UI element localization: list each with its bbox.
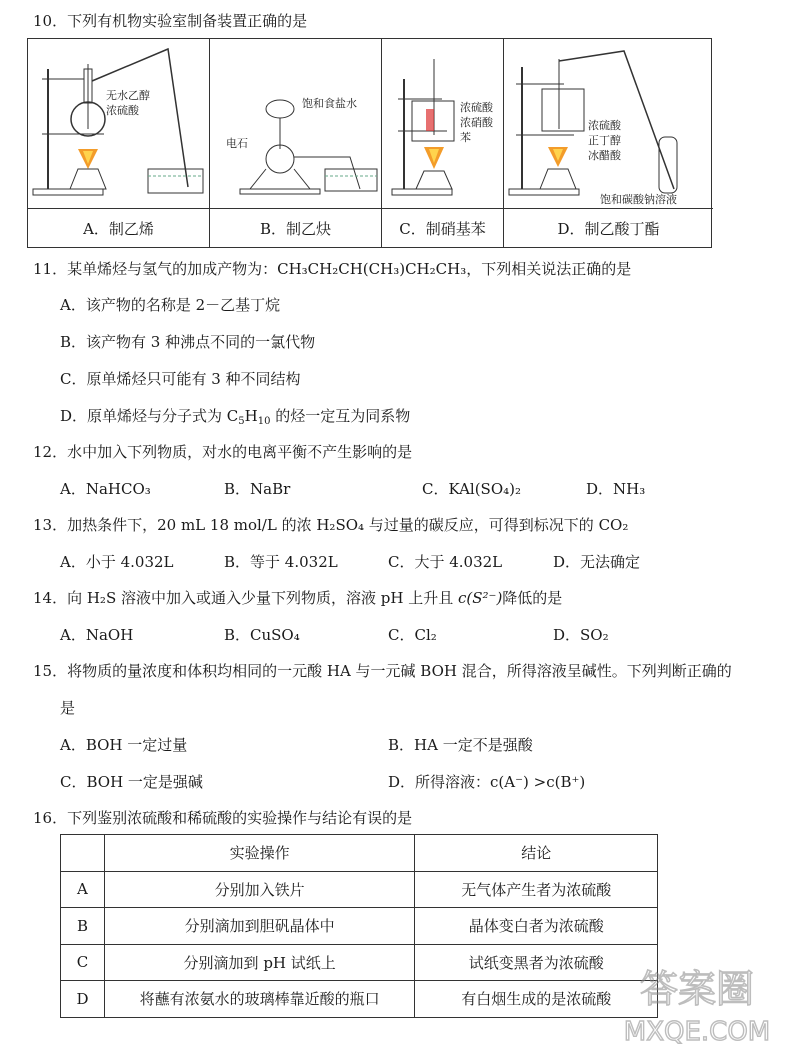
row-conclusion: 无气体产生者为浓硫酸: [415, 871, 658, 908]
row-letter: D: [61, 981, 105, 1018]
label-saturated-brine: 饱和食盐水: [302, 97, 357, 110]
q13-stem: 13．加热条件下，20 mL 18 mol/L 的浓 H₂SO₄ 与过量的碳反应，可得到标况下的 CO₂: [33, 516, 629, 534]
table-row: [61, 908, 658, 945]
panel-a: [28, 39, 210, 247]
header-cell: [61, 835, 105, 872]
row-letter: A: [61, 871, 105, 908]
row-operation: 分别加入铁片: [104, 871, 414, 908]
header-cell: 结论: [415, 835, 658, 872]
svg-text:MXQE.COM: MXQE.COM: [623, 1017, 771, 1047]
svg-text:答案圈: 答案圈: [639, 967, 755, 1011]
label-conc-nitric: 浓硝酸: [460, 116, 493, 129]
q15-option-a: A．BOH 一定过量: [60, 736, 188, 754]
q12-option-d: D．NH₃: [586, 480, 646, 498]
acetylene-apparatus-drawing: [210, 39, 382, 209]
row-conclusion: 试纸变黑者为浓硫酸: [415, 944, 658, 981]
q13-option-c: C．大于 4.032L: [388, 553, 503, 571]
row-operation: 将蘸有浓氨水的玻璃棒靠近酸的瓶口: [104, 981, 414, 1018]
table-header-row: [61, 835, 658, 872]
row-letter: C: [61, 944, 105, 981]
label-benzene: 苯: [460, 131, 471, 144]
label-conc-sulfuric-d: 浓硫酸: [588, 119, 621, 132]
q11-stem: 11．某单烯烃与氢气的加成产物为：CH₃CH₂CH(CH₃)CH₂CH₃，下列相关说法正确的是: [33, 260, 632, 278]
row-operation: 分别滴加到 pH 试纸上: [104, 944, 414, 981]
q11-option-c: C．原单烯烃只可能有 3 种不同结构: [60, 370, 301, 388]
label-calcium-carbide: 电石: [226, 137, 248, 150]
q15-option-c: C．BOH 一定是强碱: [60, 773, 203, 791]
q12-option-b: B．NaBr: [224, 480, 291, 498]
ethylene-apparatus-drawing: [28, 39, 210, 209]
q14-option-a: A．NaOH: [60, 626, 134, 644]
table-row: [61, 981, 658, 1018]
q11-option-d: D．原单烯烃与分子式为 $C_5H_{10}$ 的烃一定互为同系物: [60, 407, 411, 427]
row-conclusion: 晶体变白者为浓硫酸: [415, 908, 658, 945]
q12-option-a: A．NaHCO₃: [60, 480, 151, 498]
row-operation: 分别滴加到胆矾晶体中: [104, 908, 414, 945]
caption-d: D．制乙酸丁酯: [504, 208, 713, 247]
q12-option-c: C．KAl(SO₄)₂: [422, 480, 522, 498]
nitrobenzene-apparatus-drawing: [382, 39, 504, 209]
q13-option-b: B．等于 4.032L: [224, 553, 338, 571]
q14-stem: 14．向 H₂S 溶液中加入或通入少量下列物质，溶液 pH 上升且 c(S²⁻)降低的是: [33, 589, 563, 607]
label-sat-sodium-carbonate: 饱和碳酸钠溶液: [600, 193, 677, 206]
row-conclusion: 有白烟生成的是浓硫酸: [415, 981, 658, 1018]
panel-d: [504, 39, 713, 247]
q16-stem: 16．下列鉴别浓硫酸和稀硫酸的实验操作与结论有误的是: [33, 809, 413, 827]
panel-b: [210, 39, 382, 247]
q14-option-c: C．Cl₂: [388, 626, 437, 644]
caption-b: B．制乙炔: [210, 208, 381, 247]
header-cell: 实验操作: [104, 835, 414, 872]
table-row: [61, 871, 658, 908]
q15-option-b: B．HA 一定不是强酸: [388, 736, 533, 754]
q11-option-a: A．该产物的名称是 2－乙基丁烷: [60, 296, 281, 314]
butyl-acetate-apparatus-drawing: [504, 39, 713, 209]
q12-stem: 12．水中加入下列物质，对水的电离平衡不产生影响的是: [33, 443, 413, 461]
table-row: [61, 944, 658, 981]
q14-option-d: D．SO₂: [553, 626, 609, 644]
caption-a: A．制乙烯: [28, 208, 209, 247]
label-n-butanol: 正丁醇: [588, 134, 621, 147]
q14-option-b: B．CuSO₄: [224, 626, 300, 644]
q10-stem: 10．下列有机物实验室制备装置正确的是: [33, 12, 308, 30]
q15-option-d: D．所得溶液：c(A⁻) >c(B⁺): [388, 773, 586, 791]
watermark-logo: [605, 958, 790, 1048]
caption-c: C．制硝基苯: [382, 208, 503, 247]
apparatus-figure: [27, 38, 712, 248]
row-letter: B: [61, 908, 105, 945]
q13-option-d: D．无法确定: [553, 553, 641, 571]
q14-concentration: c(S²⁻): [457, 589, 503, 607]
q16-table: [60, 834, 658, 1018]
q11-formula: CH₃CH₂CH(CH₃)CH₂CH₃: [277, 260, 467, 278]
label-conc-sulfuric: 浓硫酸: [460, 101, 493, 114]
q11-option-b: B．该产物有 3 种沸点不同的一氯代物: [60, 333, 316, 351]
label-conc-sulfuric-acid: 浓硫酸: [106, 104, 139, 117]
label-glacial-acetic-acid: 冰醋酸: [588, 149, 621, 162]
q15-stem-line2: 是: [60, 699, 76, 717]
panel-c: [382, 39, 504, 247]
q13-option-a: A．小于 4.032L: [60, 553, 174, 571]
q15-stem-line1: 15．将物质的量浓度和体积均相同的一元酸 HA 与一元碱 BOH 混合，所得溶液呈碱性。下列判断正确的: [33, 662, 732, 680]
label-anhydrous-ethanol: 无水乙醇: [106, 89, 150, 102]
